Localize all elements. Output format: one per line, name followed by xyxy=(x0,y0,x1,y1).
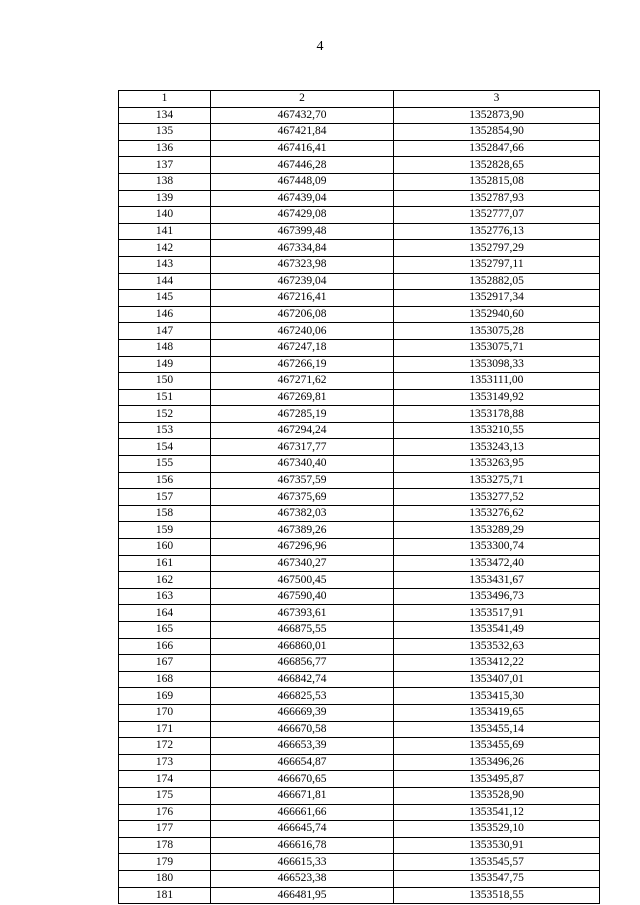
table-row xyxy=(119,472,600,489)
x-coordinate-cell: 467206,08 xyxy=(211,306,394,323)
x-coordinate-cell: 466654,87 xyxy=(211,754,394,771)
x-coordinate-cell: 466860,01 xyxy=(211,638,394,655)
x-coordinate-cell: 466842,74 xyxy=(211,671,394,688)
x-coordinate-cell: 466875,55 xyxy=(211,622,394,639)
point-number-cell: 168 xyxy=(119,671,211,688)
point-number-cell: 166 xyxy=(119,638,211,655)
x-coordinate-cell: 467266,19 xyxy=(211,356,394,373)
y-coordinate-cell: 1353178,88 xyxy=(394,406,600,423)
y-coordinate-cell: 1352828,65 xyxy=(394,157,600,174)
point-number-cell: 140 xyxy=(119,207,211,224)
x-coordinate-cell: 467271,62 xyxy=(211,373,394,390)
point-number-cell: 179 xyxy=(119,854,211,871)
y-coordinate-cell: 1353300,74 xyxy=(394,539,600,556)
table-row xyxy=(119,339,600,356)
table-row xyxy=(119,190,600,207)
x-coordinate-cell: 467340,40 xyxy=(211,456,394,473)
point-number-cell: 174 xyxy=(119,771,211,788)
point-number-cell: 172 xyxy=(119,738,211,755)
table-row xyxy=(119,704,600,721)
x-coordinate-cell: 467389,26 xyxy=(211,522,394,539)
point-number-cell: 163 xyxy=(119,588,211,605)
table-row xyxy=(119,240,600,257)
point-number-cell: 177 xyxy=(119,821,211,838)
table-row xyxy=(119,273,600,290)
table-row xyxy=(119,771,600,788)
x-coordinate-cell: 467294,24 xyxy=(211,422,394,439)
y-coordinate-cell: 1352787,93 xyxy=(394,190,600,207)
table-row xyxy=(119,456,600,473)
point-number-cell: 143 xyxy=(119,256,211,273)
column-header-2: 2 xyxy=(211,91,394,108)
table-row xyxy=(119,804,600,821)
y-coordinate-cell: 1352777,07 xyxy=(394,207,600,224)
table-row xyxy=(119,887,600,904)
point-number-cell: 161 xyxy=(119,555,211,572)
table-row xyxy=(119,787,600,804)
point-number-cell: 146 xyxy=(119,306,211,323)
x-coordinate-cell: 467590,40 xyxy=(211,588,394,605)
table-row xyxy=(119,406,600,423)
point-number-cell: 136 xyxy=(119,140,211,157)
point-number-cell: 173 xyxy=(119,754,211,771)
point-number-cell: 135 xyxy=(119,124,211,141)
point-number-cell: 151 xyxy=(119,389,211,406)
y-coordinate-cell: 1353472,40 xyxy=(394,555,600,572)
x-coordinate-cell: 466653,39 xyxy=(211,738,394,755)
x-coordinate-cell: 467500,45 xyxy=(211,572,394,589)
x-coordinate-cell: 467323,98 xyxy=(211,256,394,273)
table-row xyxy=(119,256,600,273)
point-number-cell: 175 xyxy=(119,787,211,804)
x-coordinate-cell: 467240,06 xyxy=(211,323,394,340)
table-row xyxy=(119,323,600,340)
x-coordinate-cell: 467421,84 xyxy=(211,124,394,141)
x-coordinate-cell: 466615,33 xyxy=(211,854,394,871)
y-coordinate-cell: 1352873,90 xyxy=(394,107,600,124)
y-coordinate-cell: 1352847,66 xyxy=(394,140,600,157)
y-coordinate-cell: 1353530,91 xyxy=(394,837,600,854)
y-coordinate-cell: 1352917,34 xyxy=(394,290,600,307)
table-row xyxy=(119,522,600,539)
table-row xyxy=(119,389,600,406)
table-row xyxy=(119,854,600,871)
table-row xyxy=(119,754,600,771)
y-coordinate-cell: 1352940,60 xyxy=(394,306,600,323)
point-number-cell: 156 xyxy=(119,472,211,489)
y-coordinate-cell: 1353532,63 xyxy=(394,638,600,655)
y-coordinate-cell: 1353098,33 xyxy=(394,356,600,373)
point-number-cell: 139 xyxy=(119,190,211,207)
table-row xyxy=(119,223,600,240)
y-coordinate-cell: 1353517,91 xyxy=(394,605,600,622)
x-coordinate-cell: 467446,28 xyxy=(211,157,394,174)
table-row xyxy=(119,107,600,124)
point-number-cell: 160 xyxy=(119,539,211,556)
point-number-cell: 171 xyxy=(119,721,211,738)
table-row xyxy=(119,505,600,522)
point-number-cell: 165 xyxy=(119,622,211,639)
x-coordinate-cell: 466523,38 xyxy=(211,870,394,887)
y-coordinate-cell: 1353075,28 xyxy=(394,323,600,340)
y-coordinate-cell: 1353111,00 xyxy=(394,373,600,390)
x-coordinate-cell: 467247,18 xyxy=(211,339,394,356)
table-row xyxy=(119,688,600,705)
table-body xyxy=(119,107,600,904)
table-row xyxy=(119,622,600,639)
y-coordinate-cell: 1352882,05 xyxy=(394,273,600,290)
y-coordinate-cell: 1353528,90 xyxy=(394,787,600,804)
x-coordinate-cell: 467285,19 xyxy=(211,406,394,423)
y-coordinate-cell: 1353277,52 xyxy=(394,489,600,506)
point-number-cell: 134 xyxy=(119,107,211,124)
table-row xyxy=(119,821,600,838)
point-number-cell: 137 xyxy=(119,157,211,174)
x-coordinate-cell: 467216,41 xyxy=(211,290,394,307)
point-number-cell: 170 xyxy=(119,704,211,721)
table-row xyxy=(119,173,600,190)
y-coordinate-cell: 1352797,11 xyxy=(394,256,600,273)
x-coordinate-cell: 466856,77 xyxy=(211,655,394,672)
table-row xyxy=(119,290,600,307)
x-coordinate-cell: 467357,59 xyxy=(211,472,394,489)
y-coordinate-cell: 1353276,62 xyxy=(394,505,600,522)
point-number-cell: 149 xyxy=(119,356,211,373)
x-coordinate-cell: 466670,65 xyxy=(211,771,394,788)
point-number-cell: 154 xyxy=(119,439,211,456)
table-row xyxy=(119,738,600,755)
table-header xyxy=(119,91,600,108)
point-number-cell: 158 xyxy=(119,505,211,522)
table-row xyxy=(119,572,600,589)
table-row xyxy=(119,555,600,572)
y-coordinate-cell: 1353275,71 xyxy=(394,472,600,489)
y-coordinate-cell: 1353419,65 xyxy=(394,704,600,721)
table-row xyxy=(119,605,600,622)
point-number-cell: 169 xyxy=(119,688,211,705)
x-coordinate-cell: 466671,81 xyxy=(211,787,394,804)
y-coordinate-cell: 1352815,08 xyxy=(394,173,600,190)
x-coordinate-cell: 466825,53 xyxy=(211,688,394,705)
point-number-cell: 148 xyxy=(119,339,211,356)
y-coordinate-cell: 1353496,26 xyxy=(394,754,600,771)
y-coordinate-cell: 1353495,87 xyxy=(394,771,600,788)
table-row xyxy=(119,306,600,323)
x-coordinate-cell: 467317,77 xyxy=(211,439,394,456)
y-coordinate-cell: 1353243,13 xyxy=(394,439,600,456)
y-coordinate-cell: 1353547,75 xyxy=(394,870,600,887)
table-row xyxy=(119,655,600,672)
table-row xyxy=(119,837,600,854)
point-number-cell: 167 xyxy=(119,655,211,672)
coordinates-table xyxy=(118,90,600,904)
x-coordinate-cell: 467439,04 xyxy=(211,190,394,207)
x-coordinate-cell: 467334,84 xyxy=(211,240,394,257)
x-coordinate-cell: 466661,66 xyxy=(211,804,394,821)
x-coordinate-cell: 467340,27 xyxy=(211,555,394,572)
point-number-cell: 155 xyxy=(119,456,211,473)
y-coordinate-cell: 1353545,57 xyxy=(394,854,600,871)
x-coordinate-cell: 467382,03 xyxy=(211,505,394,522)
table-row xyxy=(119,373,600,390)
table-row xyxy=(119,870,600,887)
x-coordinate-cell: 467432,70 xyxy=(211,107,394,124)
y-coordinate-cell: 1353541,49 xyxy=(394,622,600,639)
table-row xyxy=(119,671,600,688)
table-row xyxy=(119,356,600,373)
table-row xyxy=(119,207,600,224)
y-coordinate-cell: 1353496,73 xyxy=(394,588,600,605)
x-coordinate-cell: 467269,81 xyxy=(211,389,394,406)
y-coordinate-cell: 1353075,71 xyxy=(394,339,600,356)
y-coordinate-cell: 1353407,01 xyxy=(394,671,600,688)
y-coordinate-cell: 1352797,29 xyxy=(394,240,600,257)
y-coordinate-cell: 1353210,55 xyxy=(394,422,600,439)
table-row xyxy=(119,157,600,174)
x-coordinate-cell: 467429,08 xyxy=(211,207,394,224)
y-coordinate-cell: 1353455,14 xyxy=(394,721,600,738)
point-number-cell: 178 xyxy=(119,837,211,854)
table-row xyxy=(119,588,600,605)
table-row xyxy=(119,124,600,141)
point-number-cell: 180 xyxy=(119,870,211,887)
table-row xyxy=(119,140,600,157)
point-number-cell: 147 xyxy=(119,323,211,340)
x-coordinate-cell: 466481,95 xyxy=(211,887,394,904)
page-number: 4 xyxy=(316,39,324,54)
point-number-cell: 159 xyxy=(119,522,211,539)
point-number-cell: 144 xyxy=(119,273,211,290)
x-coordinate-cell: 467416,41 xyxy=(211,140,394,157)
x-coordinate-cell: 466616,78 xyxy=(211,837,394,854)
y-coordinate-cell: 1353289,29 xyxy=(394,522,600,539)
point-number-cell: 150 xyxy=(119,373,211,390)
x-coordinate-cell: 466670,58 xyxy=(211,721,394,738)
y-coordinate-cell: 1353431,67 xyxy=(394,572,600,589)
header-row xyxy=(119,91,600,108)
table-row xyxy=(119,439,600,456)
point-number-cell: 152 xyxy=(119,406,211,423)
y-coordinate-cell: 1353412,22 xyxy=(394,655,600,672)
point-number-cell: 162 xyxy=(119,572,211,589)
column-header-3: 3 xyxy=(394,91,600,108)
table-row xyxy=(119,422,600,439)
y-coordinate-cell: 1353263,95 xyxy=(394,456,600,473)
x-coordinate-cell: 467399,48 xyxy=(211,223,394,240)
point-number-cell: 164 xyxy=(119,605,211,622)
x-coordinate-cell: 467239,04 xyxy=(211,273,394,290)
table-row xyxy=(119,721,600,738)
point-number-cell: 181 xyxy=(119,887,211,904)
point-number-cell: 153 xyxy=(119,422,211,439)
x-coordinate-cell: 467393,61 xyxy=(211,605,394,622)
x-coordinate-cell: 467296,96 xyxy=(211,539,394,556)
y-coordinate-cell: 1353415,30 xyxy=(394,688,600,705)
x-coordinate-cell: 466669,39 xyxy=(211,704,394,721)
x-coordinate-cell: 466645,74 xyxy=(211,821,394,838)
point-number-cell: 138 xyxy=(119,173,211,190)
point-number-cell: 142 xyxy=(119,240,211,257)
x-coordinate-cell: 467448,09 xyxy=(211,173,394,190)
column-header-1: 1 xyxy=(119,91,211,108)
x-coordinate-cell: 467375,69 xyxy=(211,489,394,506)
y-coordinate-cell: 1353149,92 xyxy=(394,389,600,406)
y-coordinate-cell: 1353541,12 xyxy=(394,804,600,821)
point-number-cell: 141 xyxy=(119,223,211,240)
y-coordinate-cell: 1353529,10 xyxy=(394,821,600,838)
point-number-cell: 145 xyxy=(119,290,211,307)
table-row xyxy=(119,489,600,506)
y-coordinate-cell: 1353518,55 xyxy=(394,887,600,904)
y-coordinate-cell: 1352854,90 xyxy=(394,124,600,141)
y-coordinate-cell: 1352776,13 xyxy=(394,223,600,240)
table-row xyxy=(119,539,600,556)
point-number-cell: 157 xyxy=(119,489,211,506)
y-coordinate-cell: 1353455,69 xyxy=(394,738,600,755)
point-number-cell: 176 xyxy=(119,804,211,821)
table-row xyxy=(119,638,600,655)
